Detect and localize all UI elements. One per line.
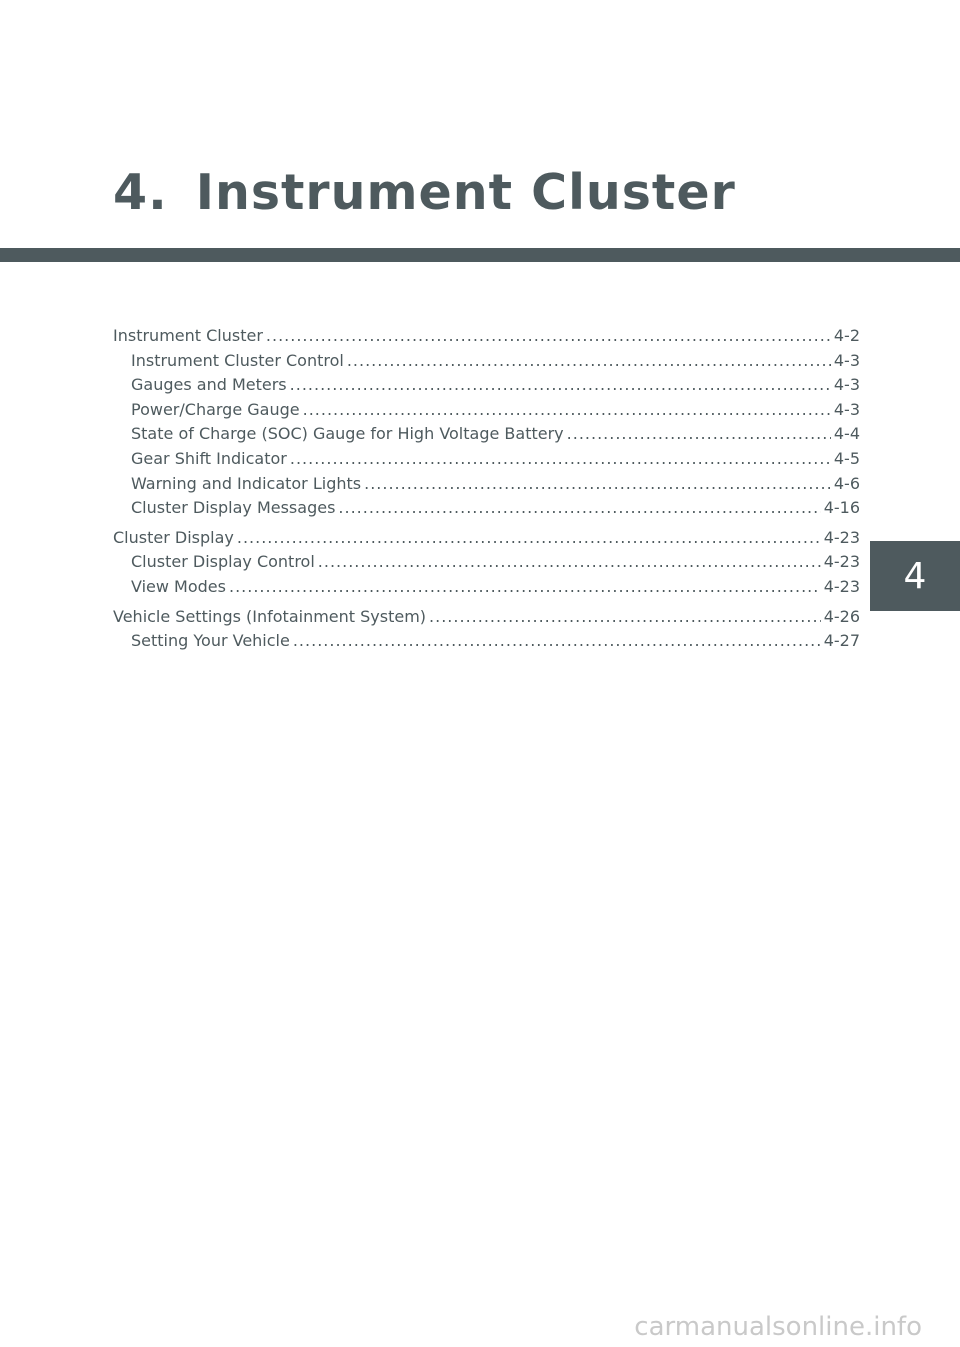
title-divider (0, 248, 960, 262)
toc-entry[interactable] (113, 447, 860, 472)
toc-leader-dots (266, 324, 831, 349)
toc-entry-page: 4-16 (823, 498, 860, 518)
toc-entry-label: Cluster Display Messages (131, 498, 336, 518)
table-of-contents (113, 324, 860, 654)
toc-entry-page: 4-3 (833, 399, 860, 419)
toc-entry[interactable] (113, 575, 860, 600)
watermark: carmanualsonline.info (634, 1312, 922, 1342)
toc-entry[interactable] (113, 422, 860, 447)
toc-leader-dots (290, 447, 831, 472)
toc-entry-page: 4-4 (833, 424, 860, 444)
toc-entry[interactable] (113, 324, 860, 349)
toc-entry-page: 4-27 (823, 631, 860, 651)
toc-entry-label: Cluster Display (113, 527, 234, 547)
toc-leader-dots (237, 526, 821, 551)
toc-leader-dots (318, 550, 821, 575)
toc-entry-page: 4-23 (823, 552, 860, 572)
toc-entry[interactable] (113, 629, 860, 654)
toc-entry-page: 4-23 (823, 576, 860, 596)
toc-entry-page: 4-3 (833, 375, 860, 395)
toc-entry-label: State of Charge (SOC) Gauge for High Voltage Battery (131, 424, 564, 444)
toc-entry[interactable] (113, 605, 860, 630)
toc-entry-page: 4-5 (833, 448, 860, 468)
toc-entry[interactable] (113, 373, 860, 398)
chapter-number: 4. (113, 164, 168, 221)
toc-entry-label: Power/Charge Gauge (131, 399, 300, 419)
toc-leader-dots (338, 496, 820, 521)
toc-entry-label: Gear Shift Indicator (131, 448, 287, 468)
toc-entry-page: 4-2 (833, 326, 860, 345)
toc-leader-dots (229, 575, 821, 600)
toc-entry-label: Instrument Cluster (113, 326, 263, 345)
toc-entry-label: Instrument Cluster Control (131, 350, 344, 370)
toc-entry[interactable] (113, 472, 860, 497)
toc-entry[interactable] (113, 526, 860, 551)
toc-entry-label: Vehicle Settings (Infotainment System) (113, 606, 427, 626)
toc-entry-label: Gauges and Meters (131, 375, 287, 395)
toc-leader-dots (429, 605, 821, 630)
toc-entry-label: Cluster Display Control (131, 552, 315, 572)
chapter-tab-label: 4 (903, 555, 927, 597)
chapter-title (113, 160, 736, 226)
toc-entry[interactable] (113, 550, 860, 575)
toc-entry-page: 4-23 (823, 527, 860, 547)
toc-leader-dots (567, 422, 831, 447)
toc-leader-dots (347, 349, 831, 374)
toc-entry-page: 4-6 (833, 473, 860, 493)
toc-leader-dots (293, 629, 821, 654)
toc-entry-label: Warning and Indicator Lights (131, 473, 362, 493)
toc-leader-dots (303, 398, 831, 423)
toc-entry-page: 4-3 (833, 350, 860, 370)
toc-entry-page: 4-26 (823, 606, 860, 626)
toc-leader-dots (364, 472, 831, 497)
chapter-tab[interactable] (870, 541, 960, 611)
toc-entry[interactable] (113, 496, 860, 521)
toc-entry[interactable] (113, 398, 860, 423)
toc-entry-label: View Modes (131, 576, 226, 596)
toc-entry[interactable] (113, 349, 860, 374)
toc-leader-dots (290, 373, 831, 398)
toc-entry-label: Setting Your Vehicle (131, 631, 290, 651)
chapter-title-text: Instrument Cluster (195, 164, 736, 221)
